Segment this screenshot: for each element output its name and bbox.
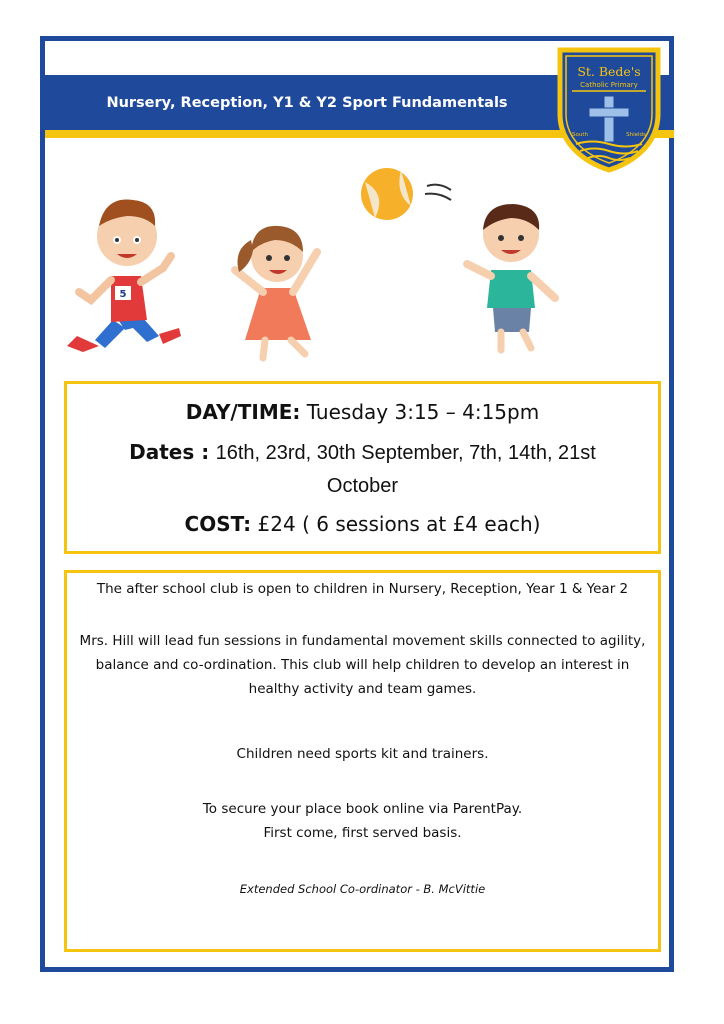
children-playing-illustration <box>55 160 575 370</box>
dates-value-continued: October <box>326 475 399 497</box>
girl-figure <box>235 226 317 358</box>
club-info-box <box>64 570 661 952</box>
kit-text: Children need sports kit and trainers. <box>236 746 489 762</box>
description-line-1: Mrs. Hill will lead fun sessions in fundamental movement skills connected to agility, <box>79 633 646 649</box>
session-details-box <box>64 381 661 554</box>
booking-line-1: To secure your place book online via ParentPay. <box>202 801 523 817</box>
crest-right-text: Shields <box>626 132 646 138</box>
crest-left-text: South <box>572 132 588 138</box>
boy-figure <box>467 204 555 350</box>
day-time-line <box>67 400 658 424</box>
day-time-label: DAY/TIME: <box>185 400 301 424</box>
day-time-value: Tuesday 3:15 – 4:15pm <box>306 400 540 424</box>
beach-ball <box>361 168 451 220</box>
description-line-3: healthy activity and team games. <box>248 681 477 697</box>
school-crest <box>554 44 664 174</box>
cost-line <box>67 512 658 536</box>
cost-value: £24 ( 6 sessions at £4 each) <box>257 512 541 536</box>
description-text <box>77 629 648 701</box>
runner-number: 5 <box>119 289 127 300</box>
crest-subtitle: Catholic Primary <box>580 81 638 89</box>
booking-line-2: First come, first served basis. <box>263 825 462 841</box>
eligibility-text: The after school club is open to children in Nursery, Reception, Year 1 & Year 2 <box>96 581 629 597</box>
page-title: Nursery, Reception, Y1 & Y2 Sport Fundamentals <box>106 94 508 111</box>
cost-label: COST: <box>184 512 252 536</box>
dates-value: 16th, 23rd, 30th September, 7th, 14th, 21st <box>215 442 596 464</box>
coordinator-signature: Extended School Co-ordinator - B. McVittie <box>239 882 486 896</box>
dates-line <box>67 440 658 465</box>
dates-label: Dates : <box>129 440 210 464</box>
booking-text <box>77 797 648 845</box>
description-line-2: balance and co-ordination. This club will help children to develop an interest in <box>95 657 630 673</box>
running-boy-figure <box>67 200 181 352</box>
crest-name: St. Bede's <box>577 64 641 79</box>
